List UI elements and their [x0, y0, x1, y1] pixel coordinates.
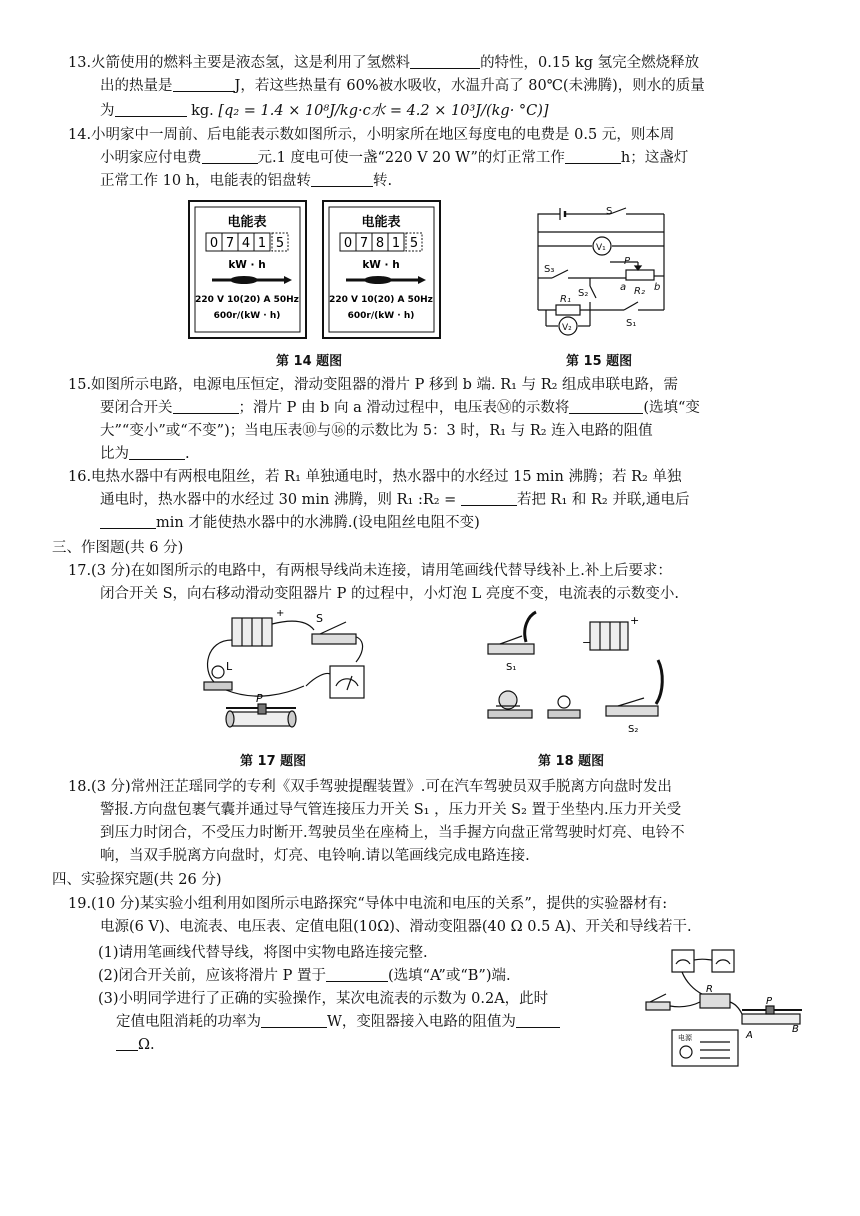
figure-15-circuit [530, 206, 682, 340]
question-16 [68, 466, 810, 535]
q19-line1: 19.(10 分)某实验小组利用如图所示电路探究“导体中电流和电压的关系”，提供的实验器材有: [68, 896, 668, 912]
q14-line3a: 正常工作 10 h，电能表的铝盘转 [100, 173, 312, 189]
q14-line3b: 转. [373, 173, 393, 189]
question-13 [68, 52, 810, 123]
label-R: R [706, 984, 713, 995]
label-V2: V₂ [562, 323, 572, 333]
label-R1: R₁ [560, 294, 571, 305]
meter-unit: kW · h [228, 259, 266, 271]
meter-digit: 0 [209, 236, 219, 251]
label-S1: S₁ [506, 662, 517, 673]
figure-19-apparatus [642, 946, 814, 1070]
answer-blank[interactable] [261, 1012, 327, 1028]
electricity-meter-2 [323, 201, 440, 338]
meter-unit: kW · h [362, 259, 400, 271]
q19-sub3a: (3)小明同学进行了正确的实验操作，某次电流表的示数为 0.2A，此时 [98, 991, 549, 1007]
q13-line3b: kg. [186, 103, 214, 119]
q16-line2a: 通电时，热水器中的水经过 30 min 沸腾，则 R₁ :R₂ = [100, 492, 461, 508]
label-P: P [766, 996, 773, 1007]
figure-14 [188, 200, 444, 342]
figure-17-circuit [196, 610, 408, 740]
meter-rev: 600r/(kW · h) [347, 311, 415, 321]
q13-line2a: 出的热量是 [100, 78, 173, 94]
meter-digits [206, 233, 288, 251]
answer-blank[interactable] [516, 1012, 560, 1028]
label-S2: S₂ [578, 288, 589, 299]
q19-sub3c: W，变阻器接入电路的阻值为 [327, 1014, 516, 1030]
q15-line4b: . [185, 446, 190, 462]
answer-blank[interactable] [202, 148, 258, 164]
label-b: b [654, 282, 661, 293]
meter-digit: 5 [409, 236, 419, 251]
answer-blank[interactable] [461, 490, 517, 506]
question-19-subparts [98, 942, 638, 1057]
q19-sub1: (1)请用笔画线代替导线，将图中实物电路连接完整. [98, 945, 428, 961]
q17-line1: 17.(3 分)在如图所示的电路中，有两根导线尚未连接，请用笔画线代替导线补上.补上后要求： [68, 563, 672, 579]
answer-blank[interactable] [129, 444, 185, 460]
answer-blank[interactable] [311, 171, 373, 187]
q14-line2c: h；这盏灯 [620, 150, 689, 166]
q13-line2b: J，若这些热量有 60%被水吸收，水温升高了 80℃(未沸腾)，则水的质量 [234, 78, 705, 94]
answer-blank[interactable] [173, 76, 235, 92]
q13-formula: [q₂ = 1.4 × 10⁸J/kg·c水 = 4.2 × 10³J/(kg· °C)] [218, 103, 549, 119]
meter-digit: 7 [359, 236, 369, 251]
answer-blank[interactable] [116, 1035, 138, 1051]
q18-line3: 到压力时闭合，不受压力时断开.驾驶员坐在座椅上，当手握方向盘正常驾驶时灯亮、电铃不 [100, 825, 685, 841]
q15-line3: 大”“变小”或“不变”)；当电压表⑩与⑯的示数比为 5：3 时，R₁ 与 R₂ 连入电路的阻值 [100, 423, 653, 439]
answer-blank[interactable] [115, 101, 187, 117]
q13-line3a: 为 [100, 103, 115, 119]
meter-spec: 220 V 10(20) A 50Hz [195, 295, 299, 305]
meter-title: 电能表 [361, 215, 401, 230]
meter-digit: 8 [375, 236, 385, 251]
meter-digit: 5 [275, 236, 285, 251]
q15-line4a: 比为 [100, 446, 129, 462]
label-S: S [606, 206, 613, 217]
label-S2: S₂ [628, 724, 639, 735]
answer-blank[interactable] [326, 966, 388, 982]
answer-blank[interactable] [569, 398, 643, 414]
q19-sub2a: (2)闭合开关前，应该将滑片 P 置于 [98, 968, 327, 984]
label-power-supply: 电源 [678, 1034, 692, 1042]
figure-17-caption: 第 17 题图 [240, 754, 307, 769]
meter-digit: 1 [391, 236, 401, 251]
label-B: B [792, 1024, 799, 1035]
label-S3: S₃ [544, 264, 555, 275]
q15-line2a: 要闭合开关 [100, 400, 173, 416]
label-a: a [620, 282, 627, 293]
meter-digit: 7 [225, 236, 235, 251]
meter-digit: 0 [343, 236, 353, 251]
electricity-meter-1 [189, 201, 306, 338]
question-14 [68, 124, 810, 193]
answer-blank[interactable] [410, 53, 480, 69]
q16-line2b: 若把 R₁ 和 R₂ 并联,通电后 [516, 492, 690, 508]
meter-spec: 220 V 10(20) A 50Hz [329, 295, 433, 305]
q14-line2b: 元.1 度电可使一盏“220 V 20 W”的灯正常工作 [257, 150, 565, 166]
meter-digit: 4 [241, 236, 251, 251]
q16-line1: 16.电热水器中有两根电阻丝，若 R₁ 单独通电时，热水器中的水经过 15 min 沸腾；若 R₂ 单独 [68, 469, 682, 485]
label-R2: R₂ [634, 286, 645, 297]
q13-line1b: 的特性，0.15 kg 氢完全燃烧释放 [480, 55, 700, 71]
question-19 [68, 893, 810, 939]
q17-line2: 闭合开关 S，向右移动滑动变阻器片 P 的过程中，小灯泡 L 亮度不变，电流表的示数变小. [100, 586, 679, 602]
q15-line2c: (选填“变 [643, 400, 700, 416]
q18-line4: 响，当双手脱离方向盘时，灯亮、电铃响.请以笔画线完成电路连接. [100, 848, 530, 864]
meter-digit: 1 [257, 236, 267, 251]
q13-line1a: 13.火箭使用的燃料主要是液态氢，这是利用了氢燃料 [68, 55, 411, 71]
minus-sign: − [582, 636, 592, 649]
plus-sign: + [276, 610, 285, 619]
meter-rev: 600r/(kW · h) [213, 311, 281, 321]
q14-line1: 14.小明家中一周前、后电能表示数如图所示，小明家所在地区每度电的电费是 0.5 元，则本周 [68, 127, 675, 143]
q19-sub2b: (选填“A”或“B”)端. [388, 968, 511, 984]
answer-blank[interactable] [565, 148, 621, 164]
q19-sub3b: 定值电阻消耗的功率为 [116, 1014, 261, 1030]
question-15 [68, 374, 810, 466]
answer-blank[interactable] [100, 513, 156, 529]
plus-sign: + [630, 614, 640, 627]
label-A: A [746, 1030, 753, 1041]
question-18 [68, 776, 810, 868]
figure-18-caption: 第 18 题图 [538, 754, 605, 769]
q18-line1: 18.(3 分)常州汪芷瑶同学的专利《双手驾驶提醒装置》.可在汽车驾驶员双手脱离方向盘时发出 [68, 779, 672, 795]
question-17 [68, 560, 810, 606]
q19-sub3d: Ω. [138, 1037, 155, 1053]
label-L: L [226, 660, 233, 673]
q16-line3b: min 才能使热水器中的水沸腾.(设电阻丝电阻不变) [156, 515, 480, 531]
q14-line2a: 小明家应付电费 [100, 150, 202, 166]
q18-line2: 警报.方向盘包裹气囊并通过导气管连接压力开关 S₁ ，压力开关 S₂ 置于坐垫内.压力开关受 [100, 802, 682, 818]
meter-title: 电能表 [227, 215, 267, 230]
answer-blank[interactable] [173, 398, 239, 414]
q15-line2b: ；滑片 P 由 b 向 a 滑动过程中，电压表Ⓜ的示数将 [238, 400, 570, 416]
label-S1: S₁ [626, 318, 637, 329]
meter-digits [340, 233, 422, 251]
section-4-heading: 四、实验探究题(共 26 分) [52, 872, 222, 888]
figure-14-caption: 第 14 题图 [276, 354, 343, 369]
q15-line1: 15.如图所示电路，电源电压恒定，滑动变阻器的滑片 P 移到 b 端. R₁ 与 R₂ 组成串联电路，需 [68, 377, 679, 393]
section-3-heading: 三、作图题(共 6 分) [52, 540, 184, 556]
figure-18-devices [478, 608, 670, 742]
label-P: P [256, 692, 263, 705]
figure-15-caption: 第 15 题图 [566, 354, 633, 369]
label-S: S [316, 612, 323, 625]
label-V1: V₁ [596, 243, 606, 253]
label-P: P [624, 256, 631, 267]
q19-line2: 电源(6 V)、电流表、电压表、定值电阻(10Ω)、滑动变阻器(40 Ω 0.5 A)、开关和导线若干. [100, 919, 692, 935]
